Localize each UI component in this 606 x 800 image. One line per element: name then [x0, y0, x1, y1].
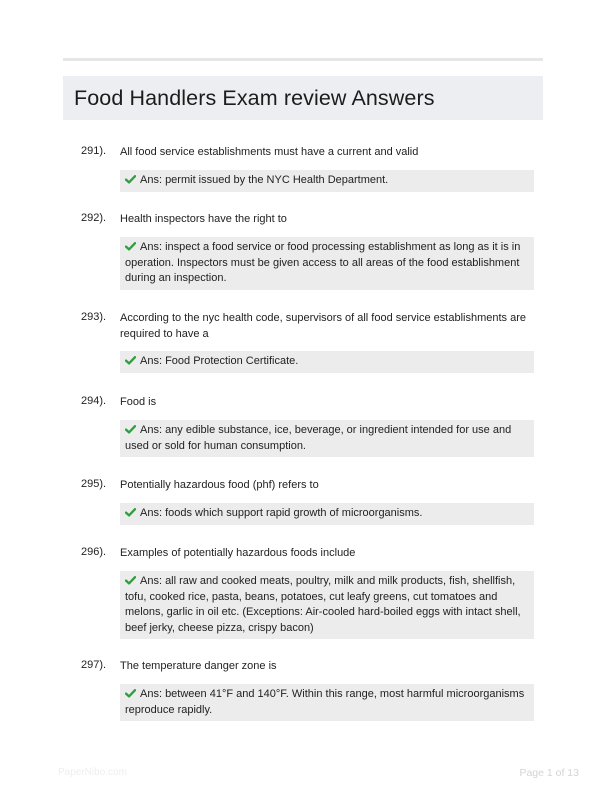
answer-box	[120, 503, 534, 525]
document-title: Food Handlers Exam review Answers	[74, 85, 435, 110]
question-text: The temperature danger zone is	[120, 660, 277, 672]
question-number: 296).	[81, 546, 107, 558]
checkmark-icon	[125, 242, 136, 251]
checkmark-icon	[125, 175, 136, 184]
question-text: According to the nyc health code, supervisors of all food service establishments are required to have a	[120, 312, 526, 340]
answer-text: Ans: any edible substance, ice, beverage, or ingredient intended for use and used or sold for human consumption.	[125, 424, 512, 452]
answer-text: Ans: Food Protection Certificate.	[140, 355, 299, 367]
question-text: Potentially hazardous food (phf) refers to	[120, 479, 319, 491]
answer-text: Ans: between 41°F and 140°F. Within this range, most harmful microorganisms reproduce rapidly.	[125, 688, 525, 716]
checkmark-icon	[125, 508, 136, 517]
answer-box	[120, 420, 534, 457]
question-number: 292).	[81, 212, 107, 224]
answer-box	[120, 571, 534, 639]
answer-text: Ans: permit issued by the NYC Health Department.	[140, 174, 389, 186]
question-number: 295).	[81, 478, 107, 490]
question-number: 293).	[81, 311, 107, 323]
checkmark-icon	[125, 576, 136, 585]
answer-box	[120, 351, 534, 373]
answer-box	[120, 237, 534, 290]
question-text: Examples of potentially hazardous foods include	[120, 547, 356, 559]
checkmark-icon	[125, 425, 136, 434]
question-text: Health inspectors have the right to	[120, 213, 287, 225]
watermark: PaperNibo.com	[58, 767, 127, 778]
answer-text: Ans: all raw and cooked meats, poultry, milk and milk products, fish, shellfish, tofu, cooked rice, pasta, beans, potatoes, cut leafy greens, cut tomatoes and melons, garlic in oil etc. (Exceptions: Air-cooled hard-boiled eggs with intact shell, beef jerky, cheese pizza, crispy bacon)	[125, 575, 521, 634]
answer-box	[120, 684, 534, 721]
checkmark-icon	[125, 689, 136, 698]
page-indicator: Page 1 of 13	[519, 767, 579, 779]
question-text: All food service establishments must have a current and valid	[120, 146, 419, 158]
answer-box	[120, 170, 534, 192]
question-number: 297).	[81, 659, 107, 671]
question-number: 291).	[81, 145, 107, 157]
top-divider	[63, 58, 543, 61]
answer-text: Ans: foods which support rapid growth of microorganisms.	[140, 507, 423, 519]
answer-text: Ans: inspect a food service or food processing establishment as long as it is in operation. Inspectors must be given access to all areas of the food establishment during an inspection.	[125, 241, 521, 284]
question-number: 294).	[81, 395, 107, 407]
title-banner	[63, 76, 543, 120]
question-text: Food is	[120, 396, 157, 408]
checkmark-icon	[125, 356, 136, 365]
